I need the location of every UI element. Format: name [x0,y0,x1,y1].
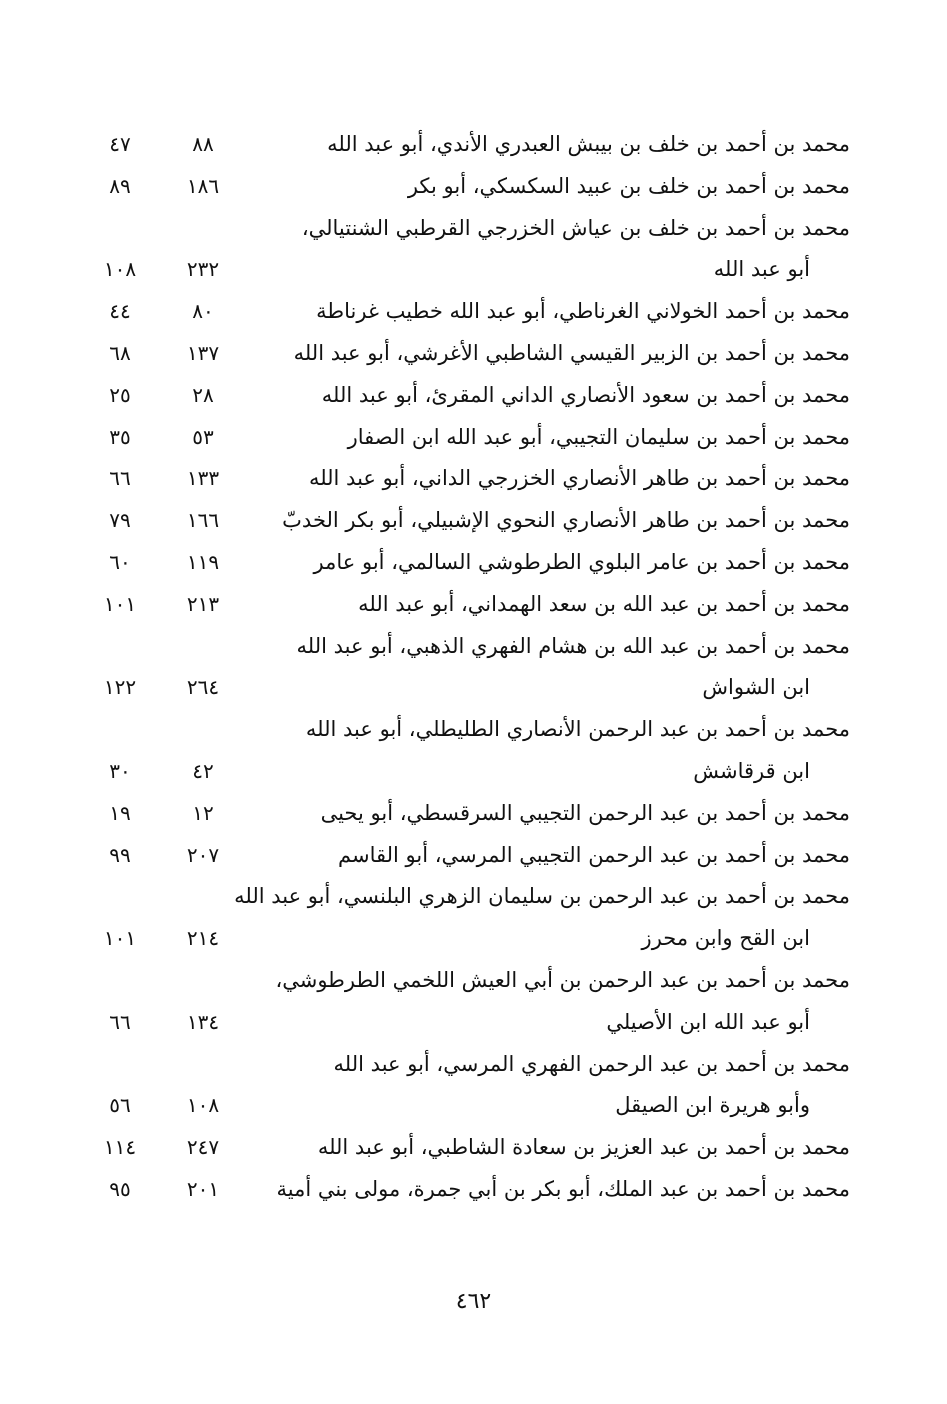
entry-name: محمد بن أحمد بن خلف بن عياش الخزرجي القرطبي الشنتيالي، [301,215,850,240]
entry-number: ٨٠ [192,299,214,324]
entry-number [168,626,238,668]
entry-name: محمد بن أحمد بن طاهر الأنصاري النحوي الإشبيلي، أبو بكر الخدبّ [282,508,850,533]
index-entry [0,1169,947,1211]
entry-page: ٤٧ [109,132,131,156]
index-entry [0,417,947,459]
entry-number [168,709,238,751]
entry-page: ٩٩ [109,842,131,867]
index-entry [0,1127,947,1169]
index-entry [0,291,947,333]
index-entry [0,375,947,417]
index-entry [0,166,947,208]
index-entry [0,249,947,291]
entry-page: ١٩ [109,800,131,825]
entry-number: ٢٠٧ [186,842,220,867]
entry-name-continuation: ابن الشواش [702,675,810,700]
entry-page: ٦٠ [109,549,131,574]
entry-number: ١٦٦ [186,508,220,533]
entry-number [168,1044,238,1086]
entry-name: محمد بن أحمد بن طاهر الأنصاري الخزرجي الداني، أبو عبد الله [308,466,850,491]
entry-page [85,709,155,751]
page-number: ٤٦٢ [455,1289,492,1314]
entry-number: ٢٠١ [186,1176,220,1201]
entry-name: محمد بن أحمد بن سعود الأنصاري الداني المقرئ، أبو عبد الله [321,382,850,407]
entry-page [85,208,155,250]
index-entry [0,751,947,793]
entry-number: ٤٢ [192,758,214,783]
entry-page: ٤٤ [109,299,131,324]
entry-page: ٣٠ [109,758,131,783]
entry-page: ١٠٨ [103,257,137,282]
index-entry [0,626,947,668]
index-entry [0,458,947,500]
entry-page: ٧٩ [109,508,131,533]
entry-number: ٢١٤ [186,926,220,951]
entry-name: محمد بن أحمد بن عبد الرحمن بن سليمان الزهري البلنسي، أبو عبد الله [234,884,850,909]
entry-page: ٣٥ [109,424,131,449]
entry-number: ٨٨ [192,132,214,156]
entry-number: ٢١٣ [186,591,220,616]
index-entry [0,1085,947,1127]
entry-name: محمد بن أحمد بن عبد الملك، أبو بكر بن أبي جمرة، مولى بني أمية [276,1176,850,1201]
entry-number: ٢٨ [192,382,214,407]
entry-name-continuation: ابن قرقاشش [693,758,810,783]
entry-page: ١٢٢ [103,675,137,700]
index-entry [0,835,947,877]
index-entry [0,876,947,918]
entry-name: محمد بن أحمد بن عبد الرحمن الأنصاري الطليطلي، أبو عبد الله [305,717,850,742]
entry-name: محمد بن أحمد بن عبد الرحمن التجيبي المرسي، أبو القاسم [338,842,850,867]
index-entry [0,584,947,626]
entry-number [168,960,238,1002]
entry-name-continuation: أبو عبد الله ابن الأصيلي [606,1009,810,1034]
entry-page: ١٠١ [103,926,137,951]
entry-name: محمد بن أحمد الخولاني الغرناطي، أبو عبد الله خطيب غرناطة [316,299,850,324]
entry-number: ٢٦٤ [186,675,220,700]
entry-number [168,876,238,918]
entry-page [85,960,155,1002]
entry-number: ٢٣٢ [186,257,220,282]
entry-name: محمد بن أحمد بن خلف بن عبيد السكسكي، أبو بكر [407,173,850,198]
entry-page [85,1044,155,1086]
index-entry [0,793,947,835]
entry-page: ٨٩ [109,173,131,198]
entry-name: محمد بن أحمد بن عبد الله بن سعد الهمداني، أبو عبد الله [358,591,850,616]
entry-page [85,876,155,918]
entry-page: ٢٥ [109,382,131,407]
entry-name: محمد بن أحمد بن عبد العزيز بن سعادة الشاطبي، أبو عبد الله [317,1135,850,1160]
entry-number: ٢٤٧ [186,1135,220,1160]
index-entry [0,960,947,1002]
entry-name-continuation: أبو عبد الله [713,257,810,282]
entry-name: محمد بن أحمد بن عامر البلوي الطرطوشي السالمي، أبو عامر [313,549,850,574]
entry-page: ٦٨ [109,340,131,365]
entry-number: ١٢ [192,800,214,825]
entry-number: ١٣٧ [186,340,220,365]
index-entry [0,667,947,709]
entry-page: ٦٦ [109,466,131,491]
index-entry [0,1002,947,1044]
entry-name: محمد بن أحمد بن عبد الله بن هشام الفهري الذهبي، أبو عبد الله [296,633,850,658]
entry-name: محمد بن أحمد بن عبد الرحمن التجيبي السرقسطي، أبو يحيى [320,800,850,825]
entry-name: محمد بن أحمد بن سليمان التجيبي، أبو عبد الله ابن الصفار [347,424,850,449]
index-entry [0,500,947,542]
entry-name: محمد بن أحمد بن عبد الرحمن الفهري المرسي، أبو عبد الله [333,1051,850,1076]
entry-page: ٦٦ [109,1009,131,1034]
index-entry [0,709,947,751]
entry-number: ١٨٦ [186,173,220,198]
entry-name: محمد بن أحمد بن الزبير القيسي الشاطبي الأغرشي، أبو عبد الله [293,340,850,365]
index-entry [0,542,947,584]
entry-number: ١٣٤ [186,1009,220,1034]
entry-number: ١٠٨ [186,1093,220,1118]
entry-page: ٩٥ [109,1176,131,1201]
entry-page: ١٠١ [103,591,137,616]
entry-name: محمد بن أحمد بن عبد الرحمن بن أبي العيش اللخمي الطرطوشي، [275,967,850,992]
entry-page: ٥٦ [109,1093,131,1118]
entry-page: ١١٤ [103,1135,137,1160]
entry-name-continuation: وأبو هريرة ابن الصيقل [615,1093,810,1118]
index-entry [0,124,947,166]
entry-name: محمد بن أحمد بن خلف بن بيبش العبدري الأندي، أبو عبد الله [327,132,850,156]
entry-page [85,626,155,668]
entry-number [168,208,238,250]
index-entry [0,333,947,375]
entry-number: ٥٣ [192,424,214,449]
name-index-list [0,124,947,1211]
entry-number: ١٣٣ [186,466,220,491]
entry-number: ١١٩ [186,549,220,574]
index-entry [0,1044,947,1086]
index-entry [0,918,947,960]
index-entry [0,208,947,250]
entry-name-continuation: ابن القح وابن محرز [641,926,810,951]
